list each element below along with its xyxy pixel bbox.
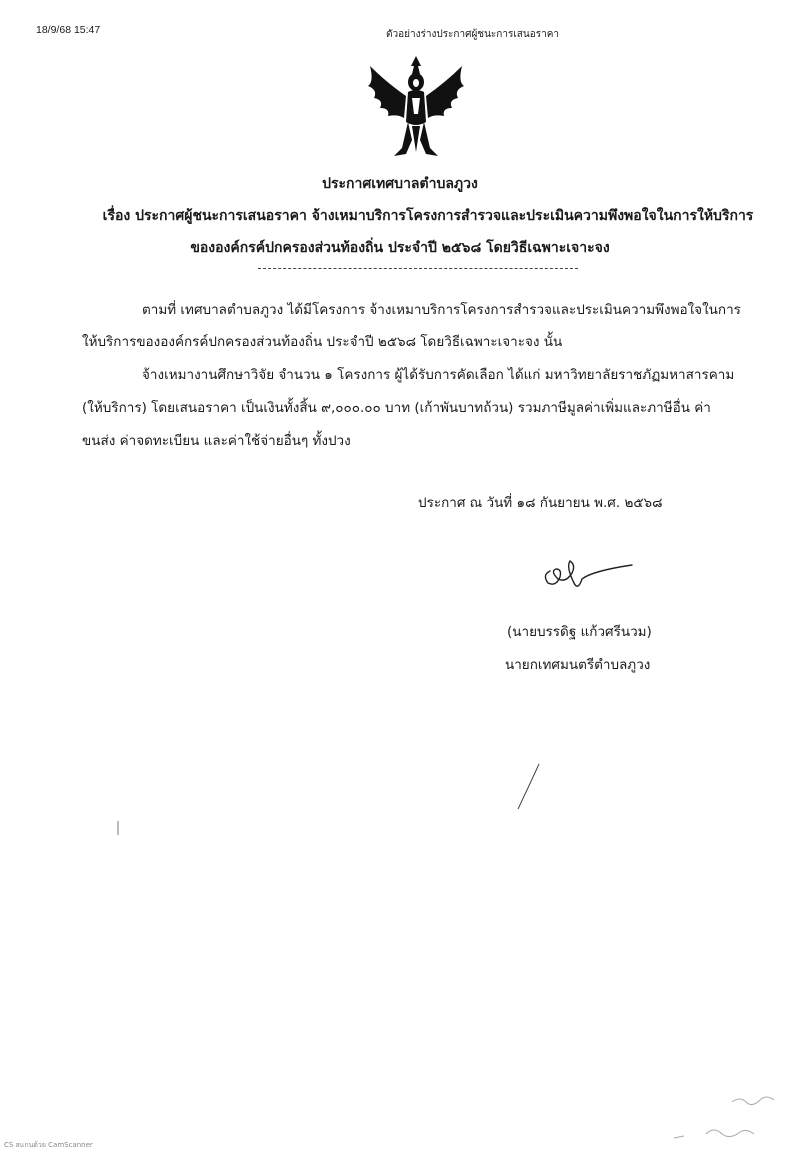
garuda-emblem-icon <box>360 52 472 164</box>
paragraph-1-line-1: ตามที่ เทศบาลตำบลภูวง ได้มีโครงการ จ้างเหมาบริการโครงการสำรวจและประเมินความพึงพอใจในการ <box>142 302 741 318</box>
paragraph-2-line-1: จ้างเหมางานศึกษาวิจัย จำนวน ๑ โครงการ ผู้ได้รับการคัดเลือก ได้แก่ มหาวิทยาลัยราชภัฏมหาสารคาม <box>142 367 735 383</box>
paragraph-1-line-2: ให้บริการขององค์กรค์ปกครองส่วนท้องถิ่น ประจำปี ๒๕๖๘ โดยวิธีเฉพาะเจาะจง นั้น <box>82 334 563 350</box>
paragraph-2-line-2: (ให้บริการ) โดยเสนอราคา เป็นเงินทั้งสิ้น ๙,๐๐๐.๐๐ บาท (เก้าพันบาทถ้วน) รวมภาษีมูลค่าเพิ่มและภาษีอื่น ค่า <box>82 400 711 416</box>
subject-line-2: ขององค์กรค์ปกครองส่วนท้องถิ่น ประจำปี ๒๕๖๘ โดยวิธีเฉพาะเจาะจง <box>190 240 610 256</box>
org-title: ประกาศเทศบาลตำบลภูวง <box>322 176 478 192</box>
signatory-position: นายกเทศมนตรีตำบลภูวง <box>505 657 651 673</box>
handwritten-signature <box>536 553 636 593</box>
print-timestamp: 18/9/68 15:47 <box>36 24 101 36</box>
corner-scribble <box>670 1088 780 1144</box>
signatory-name: (นายบรรดิฐ แก้วศรีนวม) <box>507 624 652 640</box>
announcement-date: ประกาศ ณ วันที่ ๑๘ กันยายน พ.ศ. ๒๕๖๘ <box>418 495 663 511</box>
dashed-divider <box>258 268 578 269</box>
subject-line-1: เรื่อง ประกาศผู้ชนะการเสนอราคา จ้างเหมาบริการโครงการสำรวจและประเมินความพึงพอใจในการให้บริการ <box>102 208 754 224</box>
stray-pen-mark <box>515 762 541 812</box>
draft-note: ตัวอย่างร่างประกาศผู้ชนะการเสนอราคา <box>386 29 559 40</box>
paragraph-2-line-3: ขนส่ง ค่าจดทะเบียน และค่าใช้จ่ายอื่นๆ ทั้งปวง <box>82 433 351 449</box>
scanner-watermark: CS สแกนด้วย CamScanner <box>4 1141 93 1149</box>
stray-tick-mark <box>115 820 121 836</box>
